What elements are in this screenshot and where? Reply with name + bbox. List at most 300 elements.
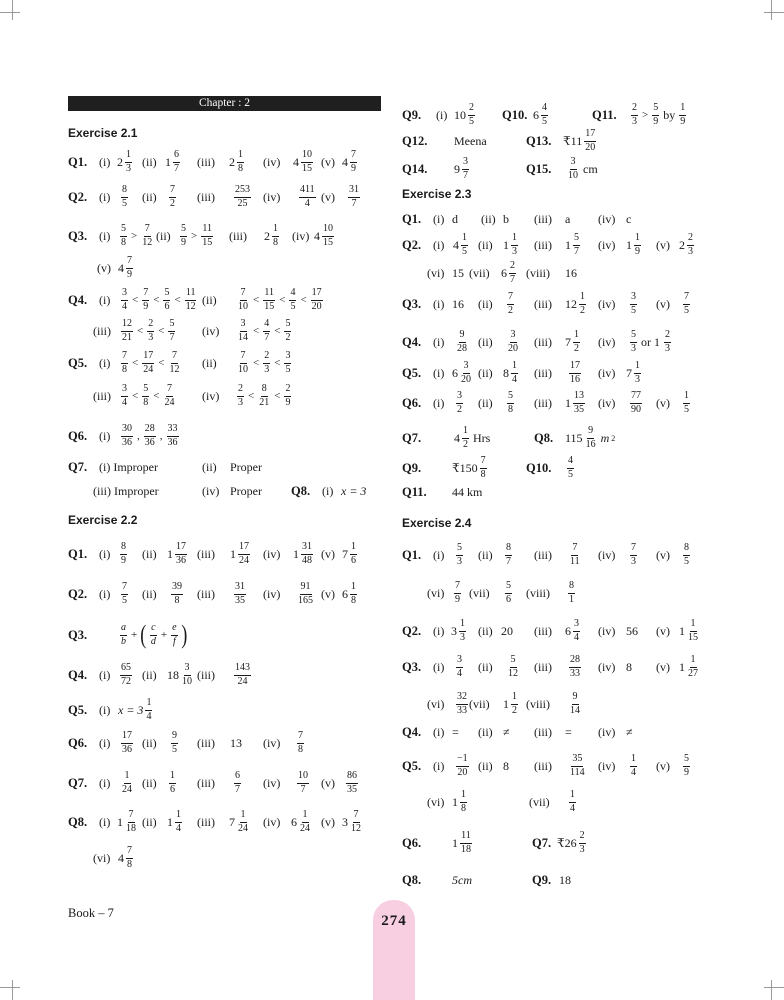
fraction	[263, 351, 270, 375]
numerator: 3	[573, 619, 580, 632]
denominator: 4	[176, 822, 181, 834]
fraction	[505, 543, 512, 567]
answer-text: 8	[503, 758, 509, 773]
answer-item	[557, 831, 588, 855]
answer-text: (iii)	[534, 334, 552, 349]
fraction	[569, 655, 581, 679]
numerator: 7	[507, 292, 514, 305]
answer-item	[314, 224, 336, 248]
denominator: 14	[570, 704, 580, 716]
answer-text: Meena	[454, 133, 487, 148]
numerator: 17	[121, 731, 133, 744]
denominator: 9	[455, 593, 460, 605]
answer-item	[478, 660, 493, 675]
fraction	[284, 384, 291, 408]
fraction	[175, 542, 187, 566]
numerator: 1	[511, 233, 518, 246]
denominator: 5	[568, 468, 573, 480]
fraction	[299, 185, 316, 209]
numerator: 7	[240, 351, 247, 364]
answer-item	[263, 815, 280, 830]
numerator: 1	[462, 426, 469, 439]
answer-text: (iii)	[197, 667, 215, 682]
question-number: Q11.	[592, 107, 617, 122]
fraction	[168, 351, 180, 375]
question-number: Q7.	[532, 835, 552, 850]
numerator: 7	[121, 351, 128, 364]
operator: <	[274, 325, 281, 337]
numerator: 17	[238, 542, 250, 555]
answer-text: (v)	[656, 758, 670, 773]
whole-number: 4	[342, 154, 348, 169]
answer-item	[169, 582, 185, 606]
answer-item	[321, 547, 335, 562]
numerator: 5	[168, 319, 175, 332]
numerator: 1	[175, 810, 182, 823]
fraction	[299, 810, 311, 834]
whole-number: 1	[293, 546, 299, 561]
answer-text: (i)	[99, 355, 111, 370]
numerator: 7	[121, 582, 128, 595]
question-number: Q4.	[68, 292, 88, 307]
whole-number: 9	[454, 161, 460, 176]
numerator: 7	[480, 456, 487, 469]
denominator: 24	[238, 822, 248, 834]
fraction	[125, 150, 132, 174]
numerator: 3	[121, 288, 128, 301]
denominator: 5	[684, 555, 689, 567]
question-label	[68, 703, 87, 718]
answer-item	[142, 190, 157, 205]
answer-text: (v)	[321, 154, 335, 169]
answer-text: (iii)	[197, 586, 215, 601]
fraction	[237, 351, 249, 375]
answer-row	[68, 574, 384, 614]
fraction	[507, 330, 519, 354]
whole-number: ₹26	[557, 835, 577, 850]
answer-item	[342, 542, 359, 566]
denominator: 9	[351, 162, 356, 174]
numerator: 4	[567, 456, 574, 469]
answer-row	[68, 802, 384, 842]
numerator: 7	[171, 351, 178, 364]
numerator: c	[150, 623, 156, 636]
answer-text: (iv)	[598, 395, 616, 410]
answer-row	[402, 149, 720, 189]
answer-row	[68, 376, 384, 416]
question-number: Q4.	[402, 334, 422, 349]
fraction	[150, 623, 157, 647]
answer-item	[99, 547, 110, 562]
fraction	[568, 581, 575, 605]
whole-number: 12	[565, 296, 577, 311]
numerator: 1	[350, 582, 357, 595]
answer-item	[628, 330, 673, 354]
answer-text: (vi)	[427, 794, 445, 809]
answer-item	[235, 288, 325, 312]
answer-text: 16	[452, 296, 464, 311]
answer-item	[118, 663, 134, 687]
answer-item	[454, 391, 465, 415]
numerator: 7	[144, 224, 151, 237]
answer-item	[119, 288, 199, 312]
denominator: 20	[508, 342, 518, 354]
unit-text: m	[600, 430, 610, 445]
question-number: Q4.	[68, 667, 88, 682]
denominator: 18	[461, 843, 471, 855]
answer-item	[235, 319, 293, 343]
fraction	[121, 582, 128, 606]
answer-text: (iv)	[202, 323, 220, 338]
answer-item	[469, 697, 490, 712]
answer-item	[118, 698, 154, 722]
answer-text: (v)	[321, 814, 335, 829]
fraction	[201, 224, 213, 248]
answer-text: (iii)	[534, 724, 552, 739]
question-number: Q14.	[402, 161, 428, 176]
answer-text: (i)	[433, 659, 445, 674]
question-number: Q2.	[402, 623, 422, 638]
answer-item	[291, 810, 313, 834]
answer-item	[142, 668, 157, 683]
answer-item	[478, 624, 493, 639]
whole-number: 6	[452, 365, 458, 380]
answer-item	[452, 485, 482, 500]
answer-item	[559, 873, 571, 888]
whole-number: 1	[165, 154, 171, 169]
answer-item	[99, 293, 110, 308]
answer-text: (iii)	[197, 775, 215, 790]
answer-item	[526, 697, 550, 712]
answer-text: (ii)	[478, 237, 493, 252]
answer-item	[454, 330, 470, 354]
answer-row	[68, 615, 384, 655]
numerator: 12	[121, 319, 133, 332]
question-number: Q8.	[291, 483, 311, 498]
operator: <	[174, 294, 181, 306]
denominator: 15	[264, 300, 275, 312]
operator: <	[158, 325, 165, 337]
answer-text: (ii)	[156, 228, 171, 243]
denominator: 5	[684, 304, 689, 316]
answer-text: (iii)	[534, 365, 552, 380]
question-label	[402, 431, 421, 446]
fraction	[462, 157, 469, 181]
answer-item	[598, 335, 615, 350]
answer-item	[230, 736, 242, 751]
answer-text: b	[503, 211, 509, 226]
answer-item	[295, 582, 316, 606]
fraction	[456, 330, 468, 354]
answer-item	[202, 484, 219, 499]
answer-text: Proper	[230, 483, 262, 498]
whole-number: 3	[342, 814, 348, 829]
denominator: 27	[688, 667, 698, 679]
question-number: Q6.	[68, 735, 88, 750]
answer-row	[68, 838, 384, 878]
answer-text: (iii)	[534, 395, 552, 410]
fraction	[120, 663, 132, 687]
answer-text: (iii)	[534, 211, 552, 226]
whole-number: 1	[626, 237, 632, 252]
fraction	[350, 810, 362, 834]
operator: <	[153, 294, 160, 306]
question-number: Q5.	[402, 758, 422, 773]
numerator: 1	[579, 292, 586, 305]
fraction	[460, 831, 472, 855]
denominator: 7	[506, 555, 511, 567]
denominator: 10	[238, 363, 248, 375]
answer-item	[656, 759, 670, 774]
denominator: 5	[469, 115, 474, 127]
question-number: Q6.	[68, 428, 88, 443]
answer-item	[454, 754, 471, 778]
answer-text: (ii)	[202, 355, 217, 370]
denominator: 6	[506, 593, 511, 605]
numerator: 9	[171, 731, 178, 744]
denominator: 48	[302, 554, 312, 566]
answer-text: (v)	[321, 775, 335, 790]
answer-text: (iv)	[202, 483, 220, 498]
operator: ,	[137, 430, 140, 442]
fraction	[167, 424, 179, 448]
denominator: 4	[570, 802, 575, 814]
answer-text: (iv)	[598, 659, 616, 674]
numerator: 253	[234, 185, 251, 198]
answer-item	[202, 293, 217, 308]
denominator: 15	[302, 162, 312, 174]
answer-text: (iii)	[534, 547, 552, 562]
answer-item	[501, 261, 518, 285]
denominator: 8	[273, 236, 278, 248]
numerator: 1	[240, 810, 247, 823]
operator: <	[158, 357, 165, 369]
answer-item	[167, 771, 178, 795]
question-number: Q4.	[402, 724, 422, 739]
answer-item	[99, 429, 110, 444]
answer-item	[503, 543, 514, 567]
answer-item	[452, 873, 472, 888]
whole-number: 6	[533, 107, 539, 122]
denominator: 8	[127, 858, 132, 870]
denominator: 36	[167, 436, 178, 448]
numerator: 91	[300, 582, 312, 595]
question-label	[402, 548, 421, 563]
denominator: 24	[164, 396, 175, 408]
answer-item	[628, 391, 644, 415]
answer-item	[93, 324, 111, 339]
fraction	[169, 771, 176, 795]
whole-number: 7	[626, 365, 632, 380]
answer-text: (v)	[656, 547, 670, 562]
denominator: 2	[580, 304, 585, 316]
numerator: 2	[664, 330, 671, 343]
denominator: 1	[569, 593, 574, 605]
denominator: 5	[631, 304, 636, 316]
question-number: Q7.	[402, 430, 422, 445]
operator: <	[153, 390, 160, 402]
answer-text: (vi)	[93, 850, 111, 865]
answer-text: (iv)	[263, 775, 281, 790]
answer-text: 44 km	[452, 484, 483, 499]
answer-item	[342, 582, 359, 606]
answer-text: (iii)	[197, 154, 215, 169]
denominator: 2	[285, 331, 291, 343]
denominator: 24	[122, 783, 132, 795]
answer-text: (iv)	[263, 189, 281, 204]
fraction	[180, 224, 187, 248]
answer-item	[565, 330, 582, 354]
denominator: 7	[351, 197, 357, 209]
numerator: 33	[167, 424, 179, 437]
answer-item	[565, 292, 588, 316]
answer-item	[230, 484, 262, 499]
fraction	[234, 185, 251, 209]
answer-item	[232, 582, 248, 606]
answer-text: (iv)	[263, 586, 281, 601]
expression	[118, 622, 188, 648]
answer-text: (i)	[99, 228, 111, 243]
answer-item	[119, 185, 130, 209]
fraction	[237, 384, 244, 408]
operator: <	[248, 390, 255, 402]
numerator: 8	[683, 543, 690, 556]
question-number: Q15.	[526, 161, 552, 176]
answer-item	[454, 426, 492, 450]
denominator: 5	[122, 594, 127, 606]
fraction	[507, 391, 514, 415]
denominator: 36	[144, 436, 155, 448]
answer-item	[478, 335, 493, 350]
question-number: Q3.	[402, 296, 422, 311]
answer-item	[526, 266, 550, 281]
whole-number: 4	[314, 228, 320, 243]
whole-number: 1	[503, 237, 509, 252]
numerator: 1	[634, 361, 641, 374]
question-number: Q6.	[402, 395, 422, 410]
denominator: f	[172, 635, 176, 647]
answer-text: Proper	[230, 459, 262, 474]
fraction	[185, 288, 197, 312]
answer-text: (ii)	[478, 547, 493, 562]
operator: <	[132, 357, 139, 369]
denominator: 9	[653, 115, 659, 127]
denominator: 35	[235, 594, 245, 606]
answer-text: (ii)	[478, 365, 493, 380]
fraction	[687, 619, 699, 643]
answer-item	[197, 190, 215, 205]
fraction	[454, 581, 461, 605]
fraction	[350, 582, 357, 606]
answer-text: 15	[452, 265, 464, 280]
fraction	[125, 810, 137, 834]
answer-item	[99, 587, 110, 602]
numerator: 17	[569, 361, 581, 374]
whole-number: 1	[503, 696, 509, 711]
denominator: 12	[169, 363, 180, 375]
answer-text: (viii)	[526, 265, 550, 280]
denominator: 36	[122, 743, 132, 755]
whole-number: 8	[503, 365, 509, 380]
question-label	[291, 484, 310, 499]
denominator: 3	[631, 342, 636, 354]
answer-text: (iv)	[598, 623, 616, 638]
answer-text: (iv)	[598, 237, 616, 252]
answer-text: (i)	[433, 296, 445, 311]
answer-item	[679, 619, 701, 643]
fraction	[507, 655, 519, 679]
answer-item	[99, 668, 110, 683]
answer-text: (vi)	[427, 696, 445, 711]
answer-item	[118, 256, 135, 280]
numerator: 9	[587, 426, 594, 439]
answer-text: (viii)	[526, 696, 550, 711]
question-number: Q11.	[402, 484, 427, 499]
answer-row	[68, 471, 384, 511]
answer-item	[167, 810, 184, 834]
whole-number: 4	[454, 430, 460, 445]
answer-text: (v)	[656, 659, 670, 674]
whole-number: 1	[167, 546, 173, 561]
answer-item	[452, 266, 464, 281]
answer-text: (vi)	[427, 265, 445, 280]
answer-item	[433, 548, 444, 563]
whole-number: 2	[679, 237, 685, 252]
answer-text: (i) Improper	[99, 459, 158, 474]
answer-item	[478, 548, 493, 563]
answer-item	[628, 292, 639, 316]
question-label	[402, 485, 427, 500]
answer-item	[626, 725, 633, 740]
answer-text: d	[452, 211, 458, 226]
answer-row	[402, 860, 720, 900]
answer-item	[263, 736, 280, 751]
numerator: 6	[234, 771, 241, 784]
numerator: 5	[142, 384, 149, 397]
denominator: 10	[182, 675, 192, 687]
answer-text: 20	[501, 623, 513, 638]
fraction	[145, 698, 152, 722]
question-label	[68, 587, 87, 602]
answer-item	[142, 776, 157, 791]
denominator: 14	[238, 331, 248, 343]
answer-text: (i)	[99, 667, 111, 682]
answer-item	[565, 426, 615, 450]
fraction	[348, 185, 360, 209]
denominator: 4	[457, 667, 462, 679]
answer-item	[117, 810, 139, 834]
numerator: 4	[263, 319, 270, 332]
answer-text: (i)	[99, 292, 111, 307]
numerator: 3	[463, 361, 470, 374]
denominator: 2	[574, 342, 579, 354]
denominator: 5	[684, 403, 689, 415]
answer-item	[293, 150, 315, 174]
denominator: 16	[570, 373, 580, 385]
answer-item	[628, 754, 639, 778]
whole-number: 4	[118, 260, 124, 275]
denominator: 33	[570, 667, 580, 679]
denominator: 16	[585, 438, 596, 450]
fraction	[237, 319, 249, 343]
fraction	[237, 288, 249, 312]
numerator: 17	[311, 288, 323, 301]
fraction	[263, 319, 270, 343]
denominator: 8	[508, 403, 513, 415]
question-label	[526, 162, 551, 177]
answer-item	[452, 790, 469, 814]
fraction	[168, 319, 175, 343]
